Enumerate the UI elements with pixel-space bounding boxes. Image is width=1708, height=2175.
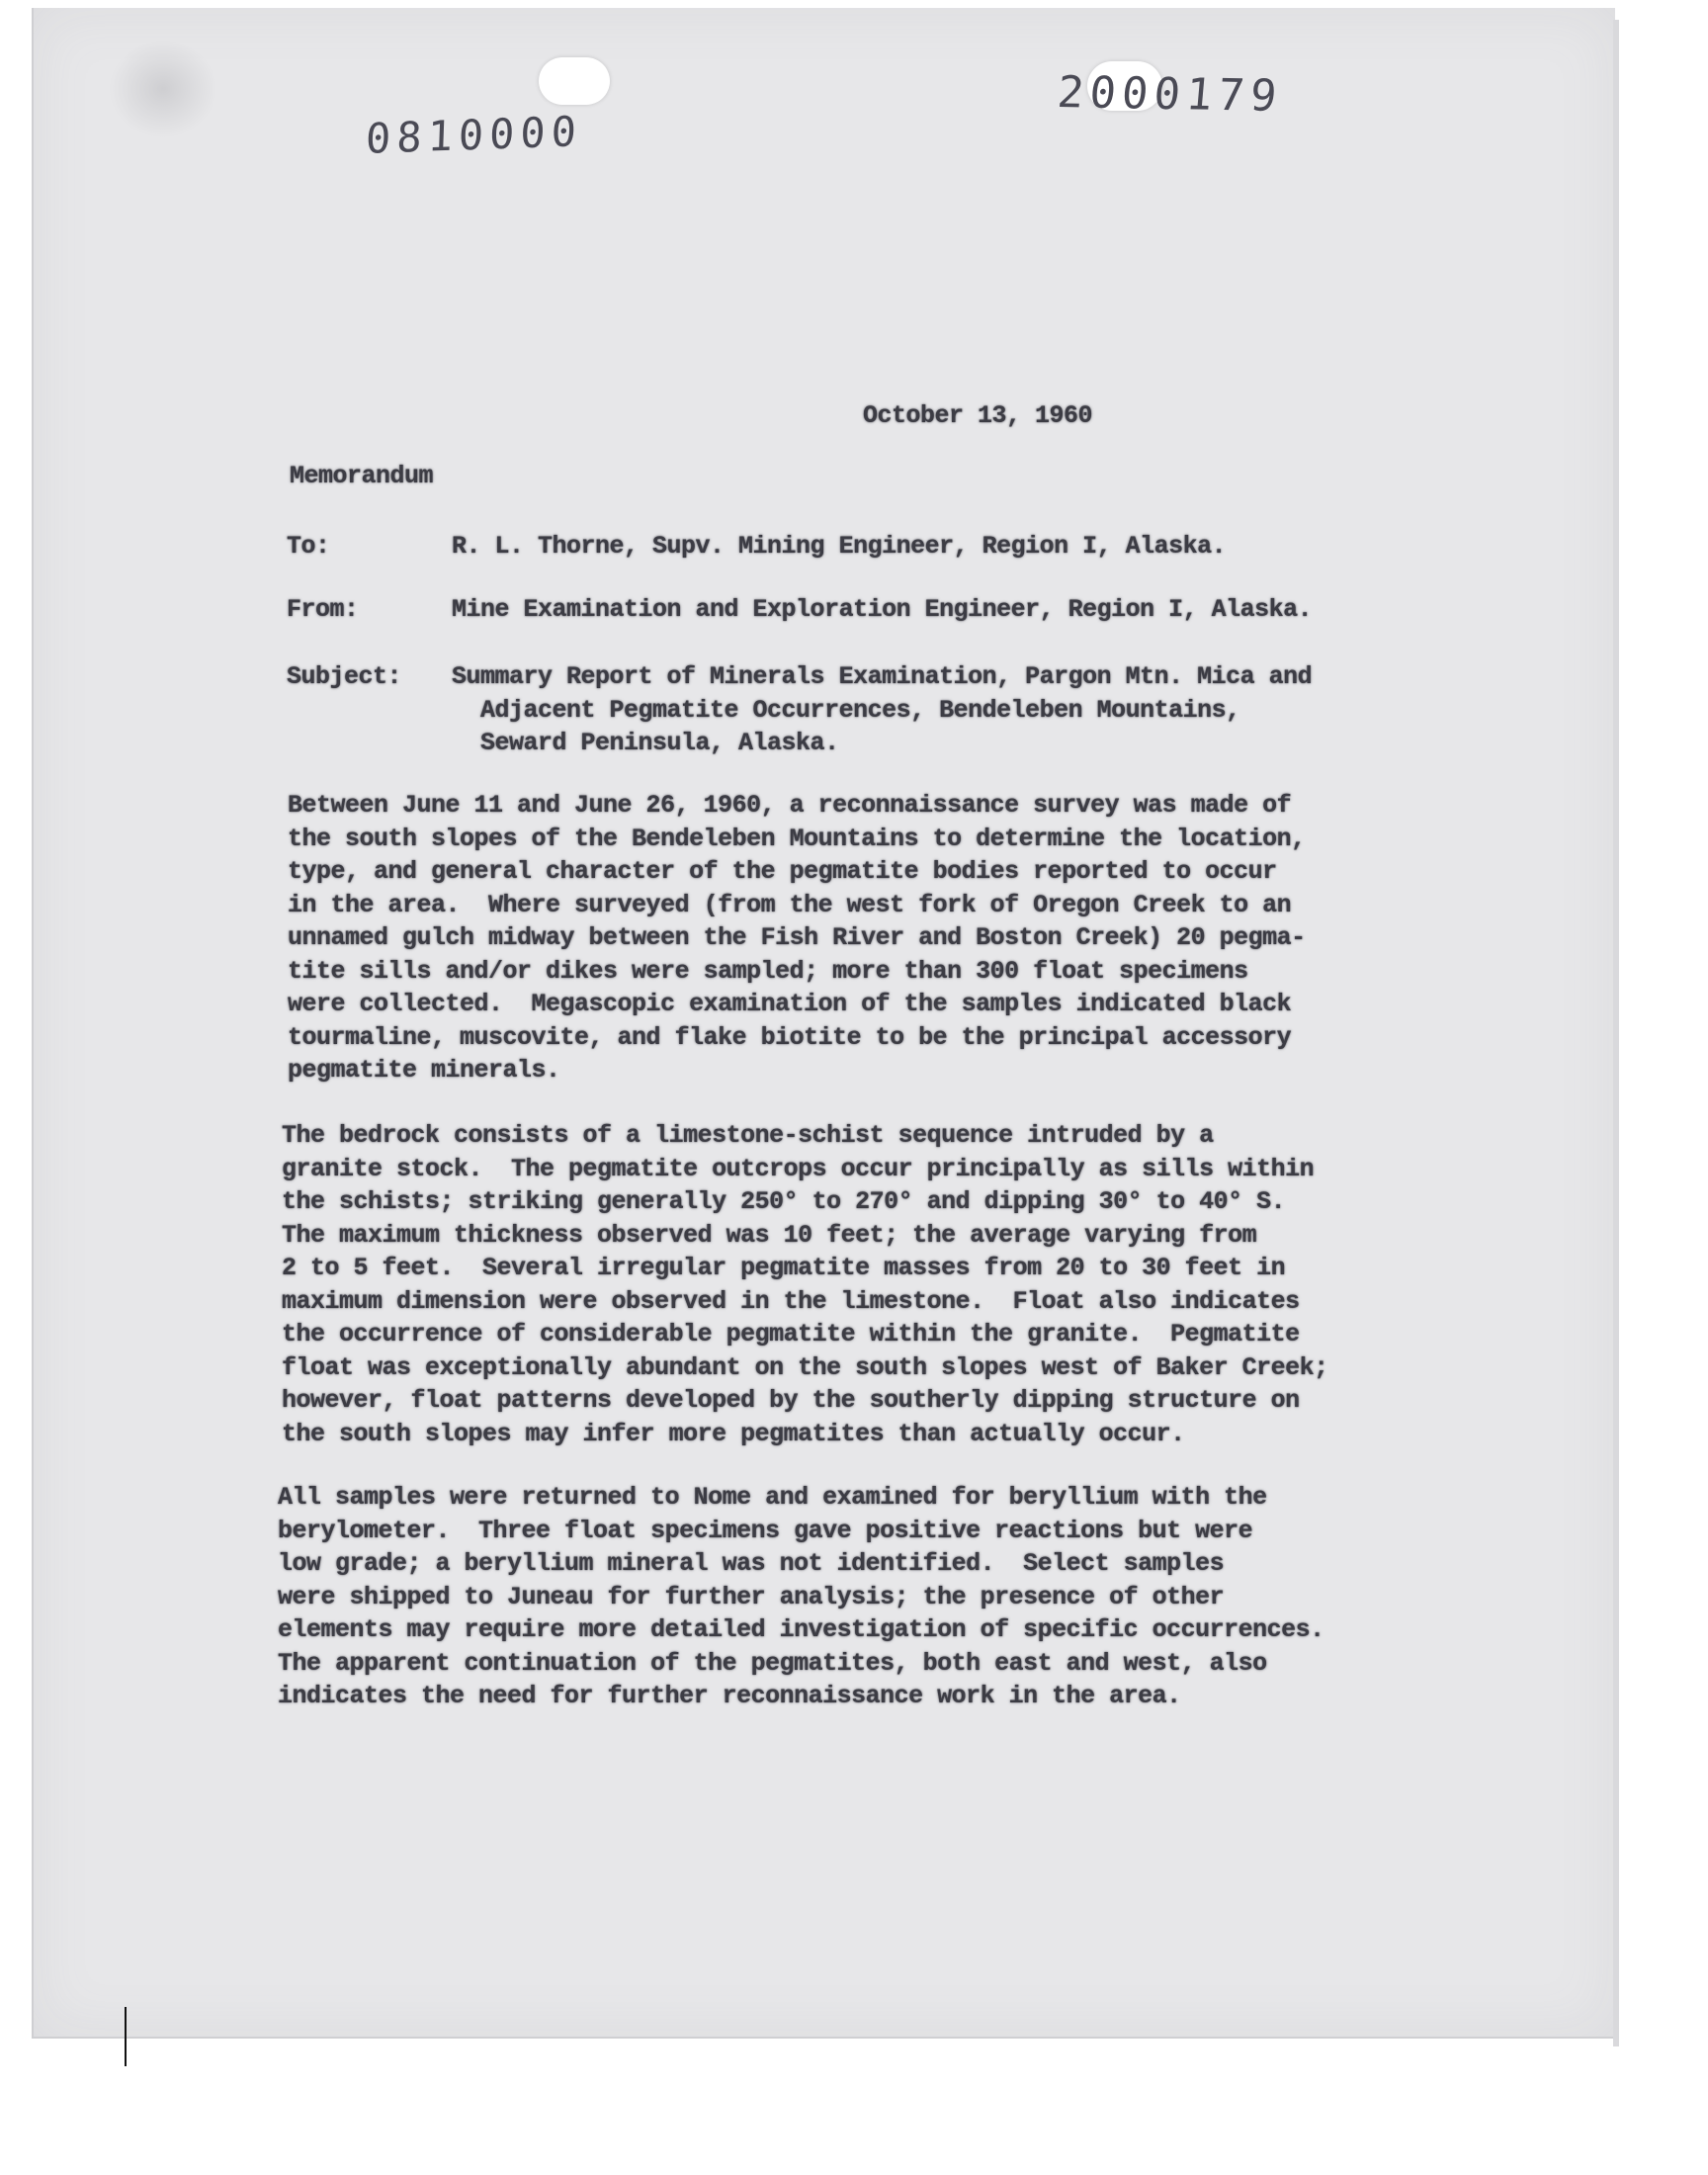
paragraph-line: float was exceptionally abundant on the south slopes west of Baker Creek; [282, 1352, 1328, 1382]
document-number-right: 2000179 [1055, 67, 1285, 122]
paragraph-line: pegmatite minerals. [288, 1056, 560, 1085]
paragraph-line: The maximum thickness observed was 10 feet; the average varying from [282, 1220, 1257, 1250]
paragraph-line: granite stock. The pegmatite outcrops occur principally as sills within [282, 1154, 1315, 1183]
from-value: Mine Examination and Exploration Engineer, Region I, Alaska. [452, 595, 1313, 624]
to-label: To: [287, 532, 330, 561]
paragraph-line: Between June 11 and June 26, 1960, a reconnaissance survey was made of [288, 791, 1292, 820]
subject-value [452, 660, 1312, 760]
paragraph-line: in the area. Where surveyed (from the west fork of Oregon Creek to an [288, 890, 1292, 919]
paragraph-line: maximum dimension were observed in the limestone. Float also indicates [282, 1286, 1300, 1316]
subject-line: Seward Peninsula, Alaska. [452, 729, 839, 757]
paragraph-line: unnamed gulch midway between the Fish River and Boston Creek) 20 pegma- [288, 923, 1306, 952]
body-paragraph-3 [278, 1481, 1324, 1713]
paragraph-line: elements may require more detailed investigation of specific occurrences. [278, 1615, 1324, 1644]
punch-hole-left [539, 57, 610, 105]
paragraph-line: the schists; striking generally 250° to 270° and dipping 30° to 40° S. [282, 1187, 1286, 1216]
paragraph-line: the south slopes of the Bendeleben Mountains to determine the location, [288, 824, 1306, 853]
corner-smudge [109, 40, 217, 138]
from-label: From: [287, 595, 359, 624]
paragraph-line: low grade; a beryllium mineral was not identified. Select samples [278, 1549, 1225, 1578]
paragraph-line: All samples were returned to Nome and examined for beryllium with the [278, 1483, 1267, 1512]
subject-line: Summary Report of Minerals Examination, Pargon Mtn. Mica and [452, 662, 1313, 691]
paragraph-line: The bedrock consists of a limestone-schist sequence intruded by a [282, 1121, 1214, 1150]
subject-label: Subject: [287, 662, 402, 691]
paragraph-line: tite sills and/or dikes were sampled; more than 300 float specimens [288, 956, 1248, 986]
page-edge-shadow [1613, 20, 1619, 2046]
scan-edge-mark [125, 2007, 127, 2066]
document-number-left: 0810000 [365, 107, 583, 163]
paragraph-line: berylometer. Three float specimens gave positive reactions but were [278, 1516, 1253, 1545]
paragraph-line: The apparent continuation of the pegmatites, both east and west, also [278, 1648, 1267, 1678]
memo-heading: Memorandum [290, 462, 434, 490]
body-paragraph-1 [288, 789, 1306, 1088]
memo-date: October 13, 1960 [863, 401, 1093, 430]
paragraph-line: the south slopes may infer more pegmatites than actually occur. [282, 1419, 1185, 1448]
paragraph-line: tourmaline, muscovite, and flake biotite to be the principal accessory [288, 1022, 1292, 1052]
paragraph-line: were shipped to Juneau for further analysis; the presence of other [278, 1582, 1225, 1611]
subject-line: Adjacent Pegmatite Occurrences, Bendeleben Mountains, [452, 695, 1240, 725]
paragraph-line: the occurrence of considerable pegmatite within the granite. Pegmatite [282, 1320, 1300, 1348]
body-paragraph-2 [282, 1119, 1328, 1450]
paragraph-line: indicates the need for further reconnaissance work in the area. [278, 1682, 1181, 1710]
paragraph-line: 2 to 5 feet. Several irregular pegmatite masses from 20 to 30 feet in [282, 1254, 1286, 1282]
paragraph-line: were collected. Megascopic examination of the samples indicated black [288, 990, 1292, 1018]
paragraph-line: type, and general character of the pegmatite bodies reported to occur [288, 857, 1277, 886]
to-value: R. L. Thorne, Supv. Mining Engineer, Region I, Alaska. [452, 532, 1227, 561]
paragraph-line: however, float patterns developed by the southerly dipping structure on [282, 1386, 1300, 1415]
